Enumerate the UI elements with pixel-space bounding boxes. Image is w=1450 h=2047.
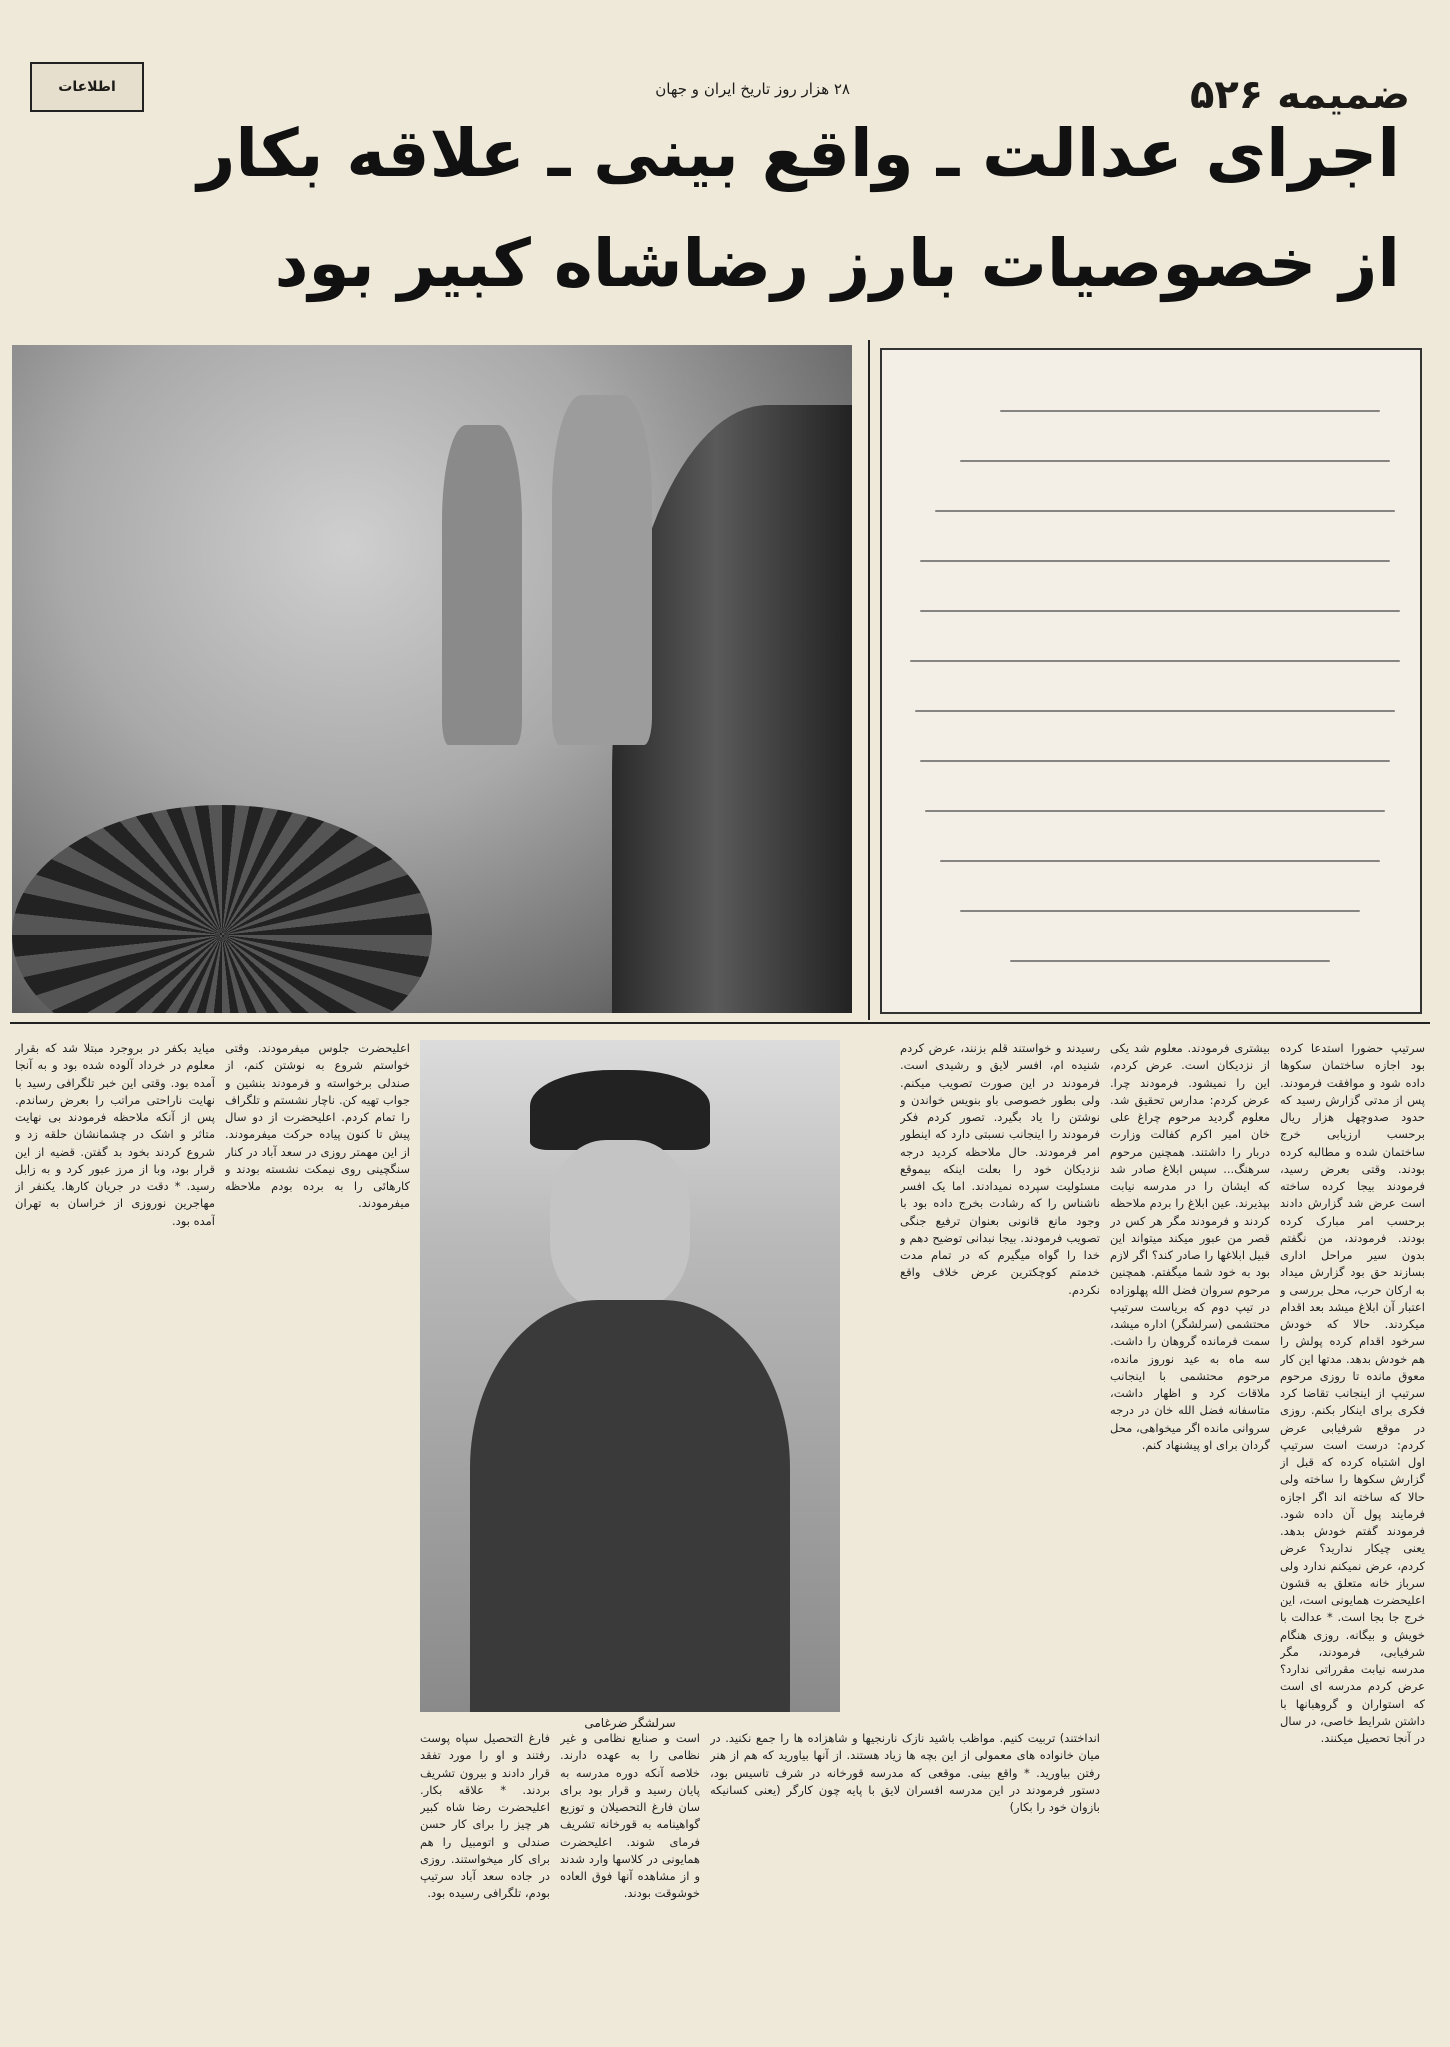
vertical-divider-top	[868, 340, 870, 1020]
article-column-6: فارغ التحصیل سپاه پوست رفتند و او را مورد تفقد قرار دادند و بیرون تشریف بردند. * علاقه بکار. اعلیحضرت رضا شاه کبیر هر چیز را برای کار حسن صندلی و اتومبیل را هم برای کار میخواستند. روزی در جاده سعد آباد سرتیپ بودم، تلگرافی رسیده بود.	[420, 1731, 550, 1901]
article-column-3: رسیدند و خواستند قلم بزنند، عرض کردم شنیده ام، افسر لایق و رشیدی است. فرمودند در این صورت تصویب میکنم. ولی بطور خصوصی باو بنویس خواندن و نوشتن را یاد بگیرد. تصور کردم فکر فرمودند را اینجانب نسبتی دارد که اینطور امر فرمودند. حال ملاحظه کردید درجه نزدیکان خود را بعلت اینکه بیموقع مسئولیت سپرده نمیدادند. اما یک افسر ناشناس را که رشادت بخرج داده بود با وجود مانع قانونی بعنوان ترفیع جنگی تصویب فرمودند. بیجا نبدانی توضیح دهم و خدا را گواه میگیرم که در تمام مدت خدمتم کوچکترین عرض خلاف واقع نکردم.	[900, 1041, 1100, 1297]
logo-text: اطلاعات	[58, 79, 116, 95]
horizontal-divider	[10, 1022, 1430, 1024]
officer-right	[552, 395, 652, 745]
military-cap	[530, 1070, 710, 1150]
article-column-8: میاید بکفر در بروجرد مبتلا شد که بقرار معلوم در خرداد آلوده شده بود و به آنجا آمده بود. وقتی این خبر تلگرافی رسید با نهایت ناراحتی مراتب را بعرض رساندم. پس از آنکه ملاحظه فرمودند بی نهایت متاثر و اشک در چشمانشان حلقه زد و شروع کردند بخود بد گفتن. قضیه از این قرار بود، وبا از مرز عبور کرد و به زابل رسید. * دقت در جریان کارها. یکنفر از مهاجرین نوروزی از خراسان به تهران آمده بود.	[15, 1041, 215, 1228]
supplement-number: ضمیمه ۵۲۶	[1189, 72, 1410, 118]
handwritten-document	[880, 348, 1422, 1014]
masthead	[30, 62, 1410, 118]
article-column-5: است و صنایع نظامی و غیر نظامی را به عهده دارند. خلاصه آنکه دوره مدرسه به پایان رسید و قرار بود برای سان فارغ التحصیلان و توزیع گواهینامه به قورخانه تشریف فرمای شوند. اعلیحضرت همایونی در کلاسها وارد شدند و از مشاهده آنها فوق العاده خوشوقت بودند.	[560, 1731, 700, 1901]
newspaper-logo	[30, 62, 144, 112]
article-column-2: بیشتری فرمودند. معلوم شد یکی از نزدیکان است. عرض کردم، این را نمیشود. فرمودند چرا. عرض کردم: مدارس تحقیق شد. معلوم گردید مرحوم چراغ علی خان امیر اکرم کفالت وزارت دربار را داشتند. همچنین مرحوم سرهنگ... سپس ابلاغ صادر شد که ایشان را در مدرسه نیابت بپذیرند. عین ابلاغ را بردم ملاحظه کردند و فرمودند مگر هر کس در قصر من عبور میکند میتواند این قبیل ابلاغها را صادر کند؟ اگر لازم بود به خود شما میگفتم. همچنین مرحوم سروان فضل الله پهلوزاده در تیپ دوم که بریاست سرتیپ محتشمی (سرلشگر) اداره میشد، سمت فرمانده گروهان را داشت. سه ماه به عید نوروز مانده، مرحوم محتشمی با اینجانب ملاقات کرد و اظهار داشت، متاسفانه فضل الله خان در درجه سروانی مانده اگر میخواهی، محل گردان برای او پیشنهاد کنم.	[1110, 1041, 1270, 1452]
article-column-1: سرتیپ حضورا استدعا کرده بود اجازه ساختمان سکوها داده شود و موافقت فرمودند. پس از مدتی گزارش رسید که حدود صدوچهل هزار ریال برحسب ارزیابی خرج ساختمان شده و مطالبه کرده بودند. وقتی بعرض رسید، فرمودند بیجا کرده ساخته است عرض شد گزارش دادند برحسب امر مبارک کرده بودند. فرمودند، من نگفتم بدون سیر مراحل اداری بسازند حق بود گزارش میداد به ارکان حرب، محل بررسی و اعتبار آن ابلاغ میشد بعد اقدام میکردند. حالا که خودش سرخود اقدام کرده پولش را هم خودش بدهد. مدتها این کار معوق مانده تا روزی مرحوم سرتیپ از اینجانب تقاضا کرد فکری برای اینکار بکنم. روزی در موقع شرفیابی عرض کردم: درست است سرتیپ اول اشتباه کرده که قبل از گزارش سکوها را ساخته ولی حالا که ساخته اند اگر اجازه فرمایند پول آن داده شود. فرمودند گفتم خودش بدهد. یعنی چیکار ندارید؟ عرض کردم، عرض نمیکنم ندارد ولی سرباز خانه متعلق به قشون اعلیحضرت همایونی است، این خرج جا بجا است. * عدالت با خویش و بیگانه. روزی هنگام شرفیابی، فرمودند، مگر مدرسه نیابت مقرراتی ندارد؟ عرض کردم مدرسه ای است که استواران و گروهبانها با داشتن شرایط خاصی، در سال در آنجا تحصیل میکنند.	[1280, 1041, 1425, 1745]
officer-left	[442, 425, 522, 745]
uniform	[470, 1300, 790, 1712]
portrait-general-zarghami	[420, 1040, 840, 1712]
portrait-caption: سرلشگر ضرغامی	[584, 1716, 676, 1730]
dateline: ۲۸ هزار روز تاریخ ایران و جهان	[655, 80, 850, 98]
article-column-7: اعلیحضرت جلوس میفرمودند. وقتی خواستم شروع به نوشتن کنم، از صندلی برخواسته و فرمودند بنشین و جواب تهیه کن. ناچار نشستم و تلگراف را تمام کردم. اعلیحضرت از دو سال پیش تا کنون پیاده حرکت میفرمودند. از این مهمتر روزی در سعد آباد در کنار سنگچینی روی نیمکت نشسته بودند و کارهائی را به برده بودم ملاحظه میفرمودند.	[225, 1041, 410, 1211]
headline-line-1: اجرای عدالت ـ واقع بینی ـ علاقه بکار	[197, 115, 1400, 192]
face	[550, 1140, 690, 1310]
photo-officers-by-car	[12, 345, 852, 1013]
car-tire	[12, 805, 432, 1013]
headline-line-2: از خصوصیات بارز رضاشاه کبیر بود	[274, 225, 1400, 302]
article-column-4: انداختند) تربیت کنیم. مواظب باشید نازک نارنجیها و شاهزاده ها را جمع نکنید. در میان خانواده های معمولی از این بچه ها زیاد هستند. از آنها بیاورید که هم از هنر رفتن بیاورید. * واقع بینی. موقعی که مدرسه قورخانه در شرف تاسیس بود، دستور فرمودند در این مدرسه افسران لایق با پایه چون کارگر (یعنی کسانیکه بازوان خود را بکار)	[710, 1731, 1100, 1814]
